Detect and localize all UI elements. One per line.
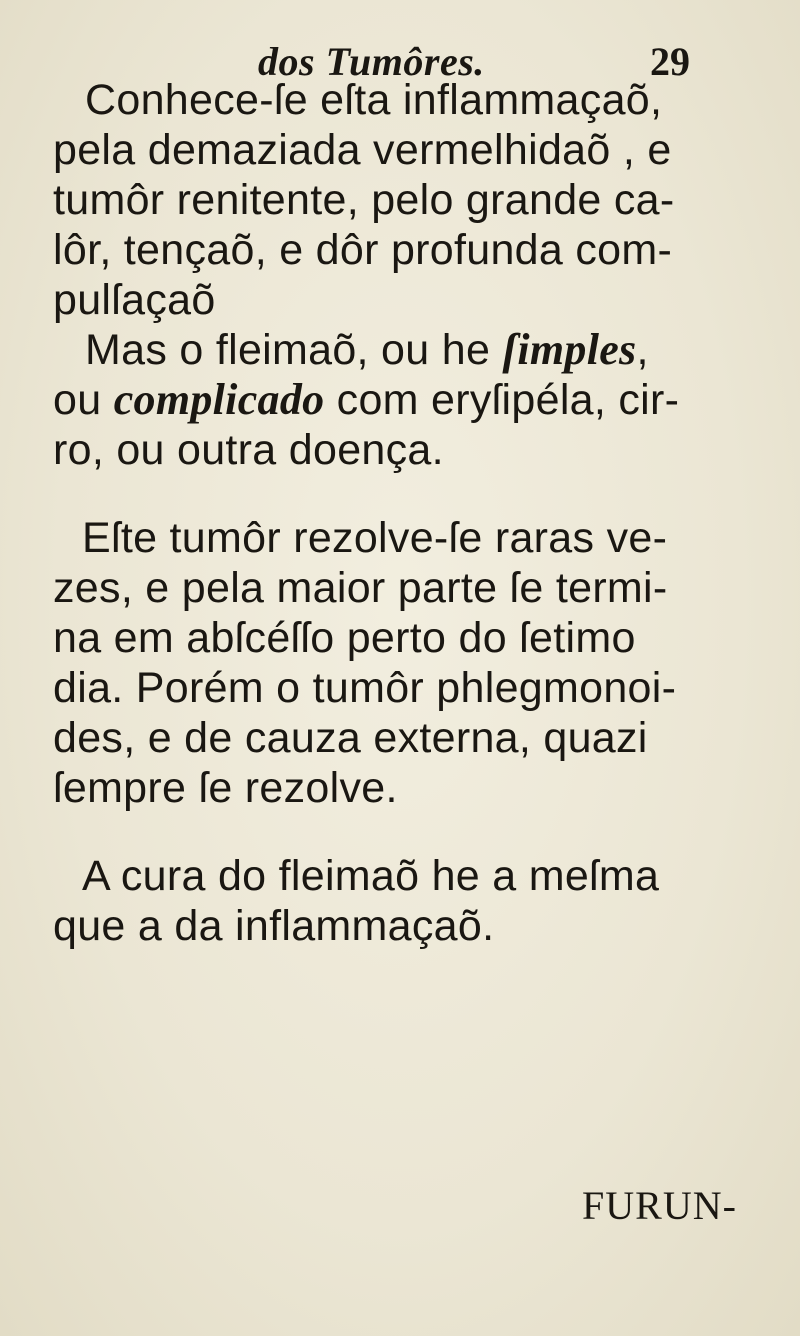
italic-term: ſimples xyxy=(502,325,637,374)
italic-term: complicado xyxy=(113,375,325,424)
text-line: Eſte tumôr rezolve-ſe raras ve- xyxy=(82,514,668,562)
text-line xyxy=(0,325,800,375)
text-line: ſempre ſe rezolve. xyxy=(53,764,398,812)
running-head: dos Tumôres. xyxy=(258,39,485,84)
paragraph-resolution xyxy=(0,513,800,813)
text-line xyxy=(0,375,800,425)
line-segment: ou xyxy=(53,376,114,424)
page-number: 29 xyxy=(650,39,690,84)
text-line: que a da inflammaçaõ. xyxy=(53,902,495,950)
line-segment: com eryſipéla, cir- xyxy=(324,376,680,424)
text-line: pela demaziada vermelhidaõ , e xyxy=(53,126,672,174)
text-line: Conhece-ſe eſta inflammaçaõ, xyxy=(85,76,663,124)
text-line: A cura do fleimaõ he a meſma xyxy=(82,852,660,900)
text-line: zes, e pela maior parte ſe termi- xyxy=(53,564,668,612)
text-line: pulſaçaõ xyxy=(53,276,216,324)
line-segment: , xyxy=(636,326,649,374)
text-line: lôr, tençaõ, e dôr profunda com- xyxy=(53,226,673,274)
body-text xyxy=(0,75,800,951)
paragraph-signs xyxy=(0,75,800,325)
paragraph-types xyxy=(0,325,800,475)
text-line: dia. Porém o tumôr phlegmonoi- xyxy=(53,664,677,712)
line-segment: Mas o fleimaõ, ou he xyxy=(85,326,503,374)
text-line: na em abſcéſſo perto do ſetimo xyxy=(53,614,636,662)
catchword: FURUN- xyxy=(582,1183,737,1228)
text-line: tumôr renitente, pelo grande ca- xyxy=(53,176,675,224)
text-line: des, e de cauza externa, quazi xyxy=(53,714,648,762)
text-line: ro, ou outra doença. xyxy=(53,426,444,474)
paragraph-cure xyxy=(0,851,800,951)
